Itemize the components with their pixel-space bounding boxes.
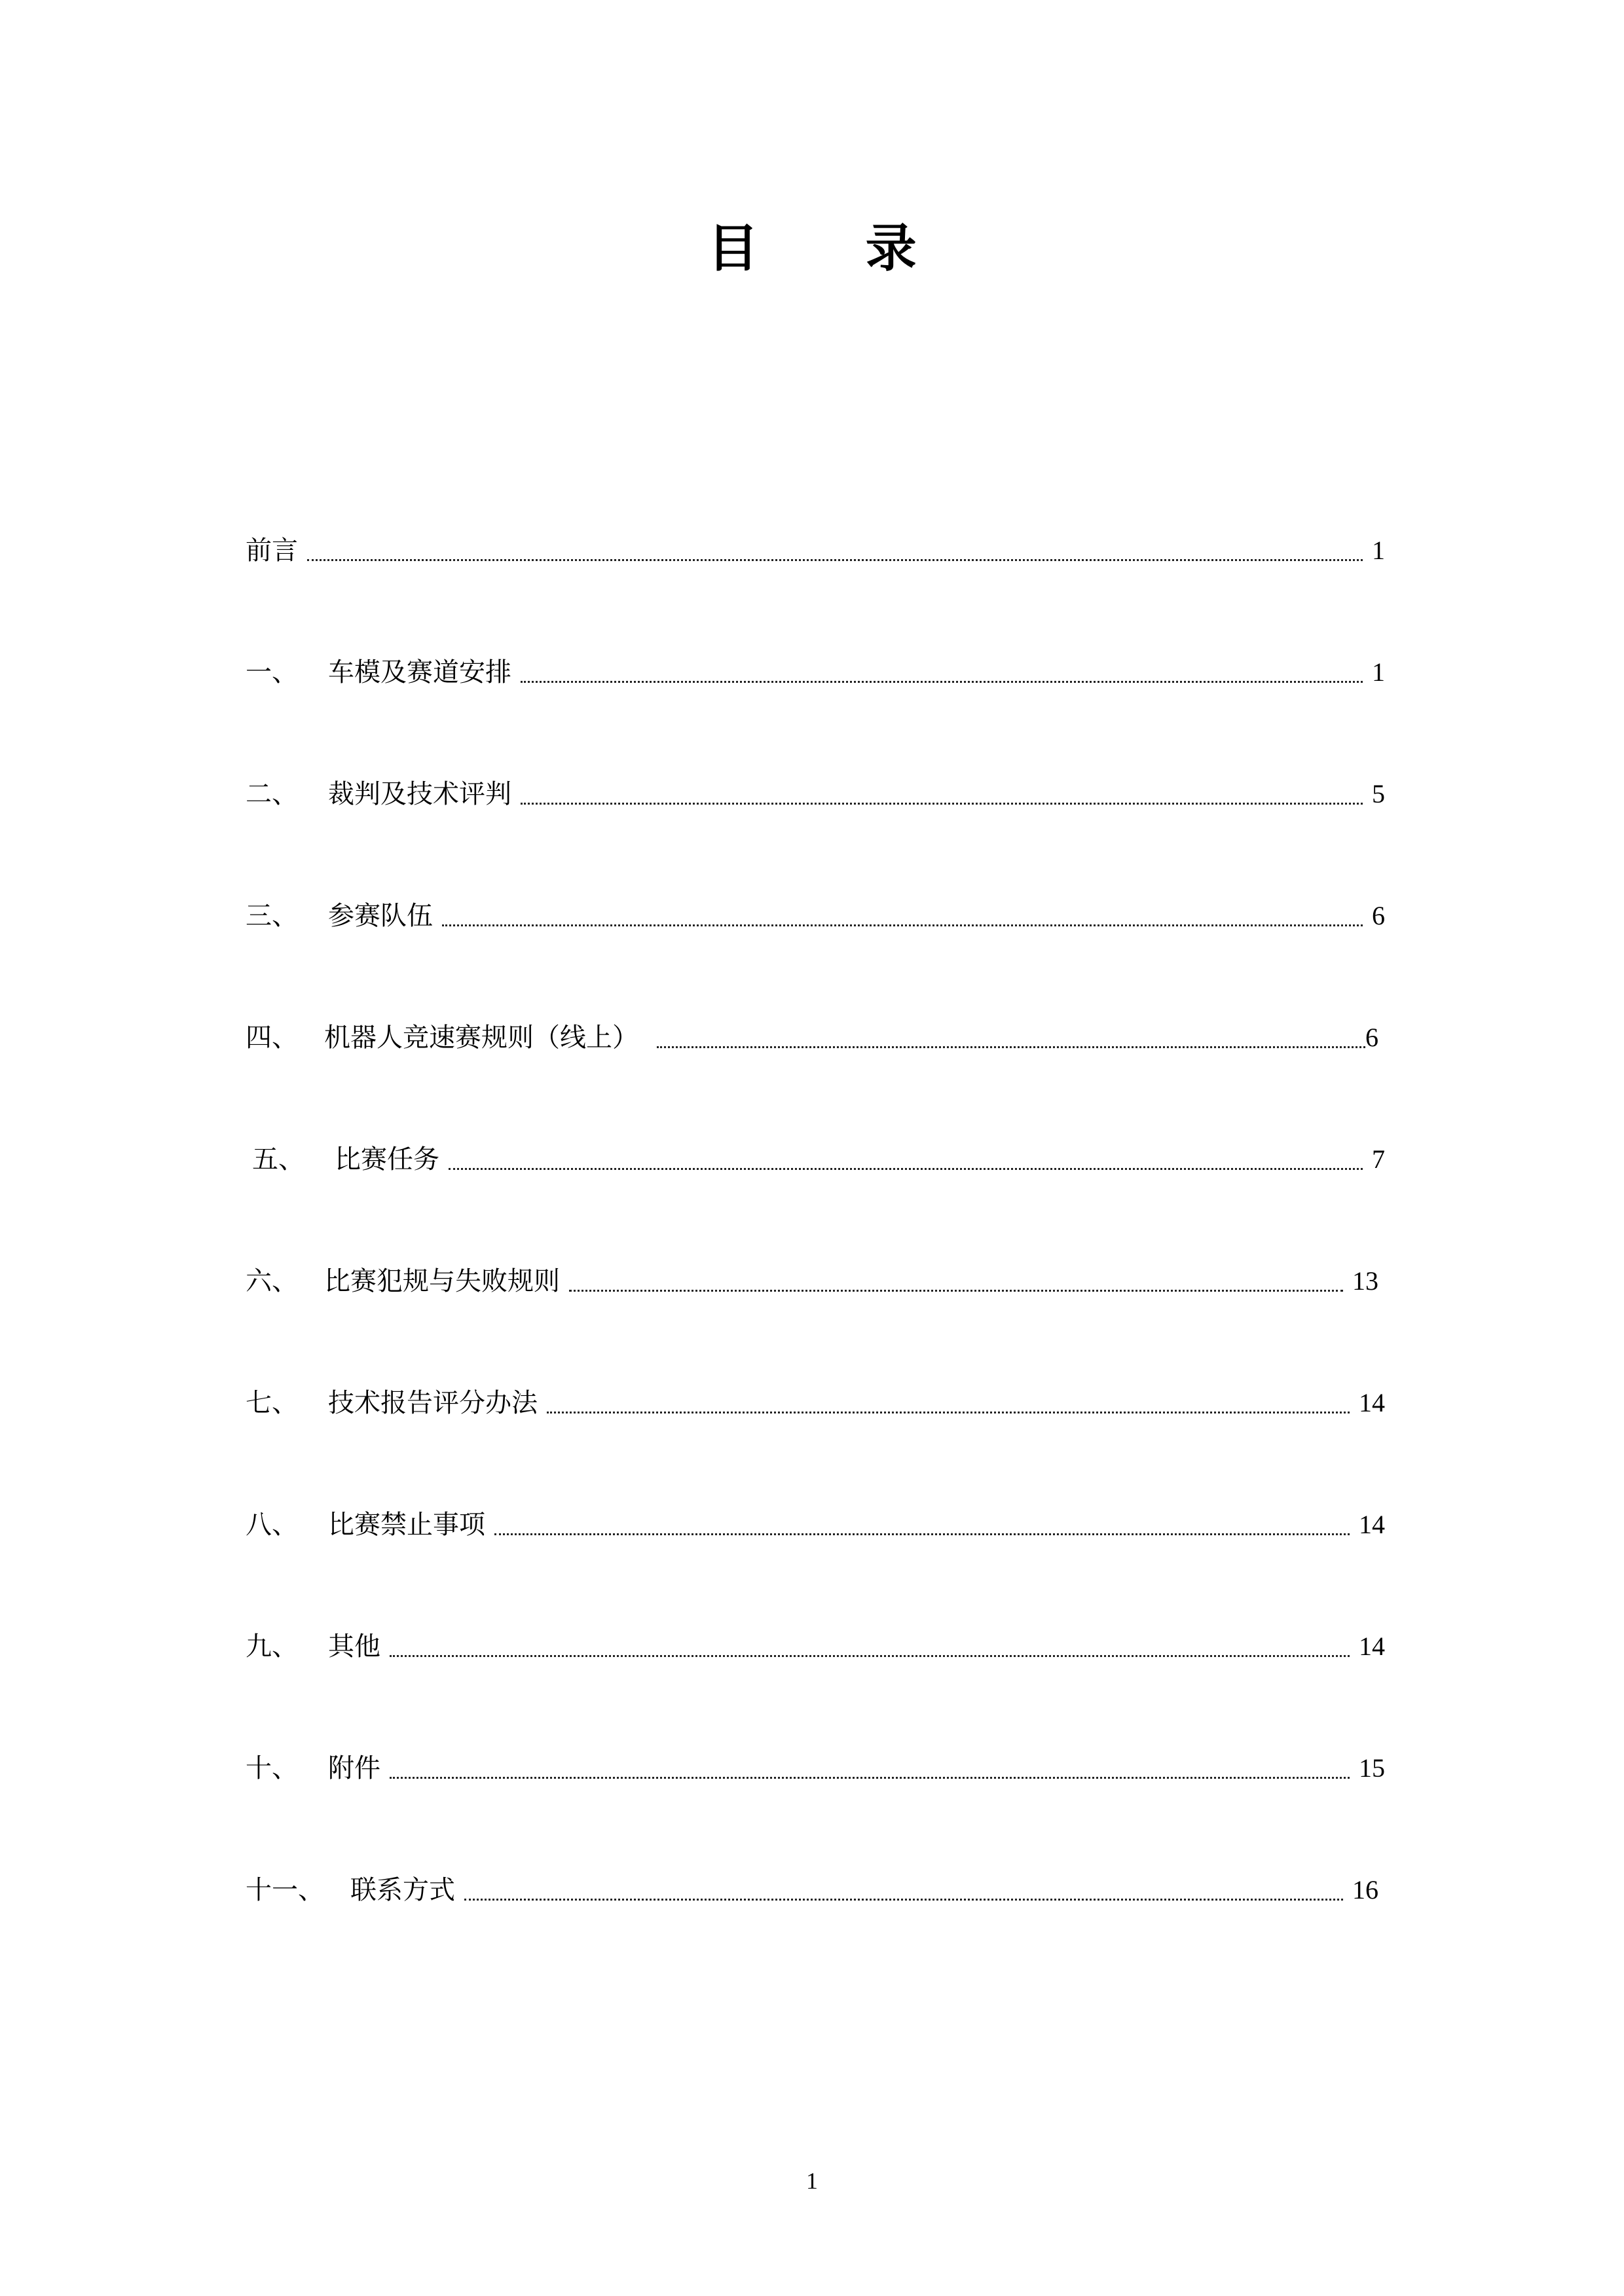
- toc-dot-leader: [521, 803, 1363, 805]
- toc-entry-number: 五、: [252, 1144, 304, 1175]
- toc-entry-8[interactable]: [246, 1421, 1385, 1543]
- toc-entry-11[interactable]: [246, 1787, 1385, 1908]
- toc-dot-leader: [521, 681, 1363, 683]
- toc-entry-7[interactable]: [246, 1300, 1385, 1421]
- toc-entry-label: 机器人竞速赛规则（线上）: [324, 1023, 638, 1053]
- toc-dot-leader: [657, 1046, 1365, 1048]
- toc-entry-page: 14: [1359, 1388, 1385, 1417]
- toc-entry-preface[interactable]: [246, 447, 1385, 569]
- toc-entry-label: 附件: [328, 1753, 380, 1783]
- toc-entry-label: 技术报告评分办法: [328, 1388, 538, 1418]
- toc-entry-page: 6: [1372, 901, 1385, 930]
- toc-dot-leader: [442, 924, 1363, 926]
- toc-dot-leader: [569, 1290, 1343, 1292]
- toc-entry-1[interactable]: [246, 569, 1385, 691]
- toc-entry-label: 联系方式: [350, 1875, 455, 1905]
- toc-entry-3[interactable]: [246, 812, 1385, 934]
- toc-entry-number: 一、: [246, 657, 298, 687]
- toc-entry-page: 15: [1359, 1753, 1385, 1783]
- toc-entry-page: 7: [1372, 1144, 1385, 1174]
- footer-page-number: 1: [806, 2168, 818, 2194]
- toc-entry-label: 比赛禁止事项: [328, 1510, 485, 1540]
- toc-entry-number: 六、: [246, 1266, 298, 1296]
- toc-dot-leader: [494, 1533, 1350, 1535]
- toc-entry-page: 14: [1359, 1631, 1385, 1661]
- toc-dot-leader: [449, 1168, 1363, 1170]
- toc-entry-page: 1: [1372, 657, 1385, 687]
- toc-entry-10[interactable]: [246, 1665, 1385, 1787]
- toc-entry-9[interactable]: [246, 1543, 1385, 1665]
- toc-dot-leader: [464, 1899, 1343, 1901]
- toc-entry-number: 九、: [246, 1631, 298, 1662]
- toc-dot-leader: [307, 559, 1363, 561]
- toc-dot-leader: [547, 1412, 1350, 1413]
- toc-entry-number: 三、: [246, 901, 298, 931]
- toc-dot-leader: [390, 1777, 1350, 1779]
- toc-entry-4[interactable]: [246, 934, 1385, 1056]
- toc-entry-2[interactable]: [246, 691, 1385, 812]
- toc-entry-number: 七、: [246, 1388, 298, 1418]
- toc-entry-page: 5: [1372, 779, 1385, 809]
- toc-entry-page: 16: [1352, 1875, 1378, 1904]
- toc-dot-leader: [390, 1655, 1350, 1657]
- page-title: 目 录: [707, 219, 961, 278]
- toc-entry-label: 参赛队伍: [328, 901, 433, 931]
- toc-entry-label: 裁判及技术评判: [328, 779, 511, 809]
- toc-entry-label: 其他: [328, 1631, 380, 1662]
- toc-entry-5[interactable]: [246, 1056, 1385, 1178]
- toc-entry-number: 四、: [246, 1023, 298, 1053]
- toc-entry-page: 13: [1352, 1266, 1378, 1296]
- toc-entry-page: 6: [1365, 1023, 1378, 1052]
- toc-entry-number: 八、: [246, 1510, 298, 1540]
- toc-entry-page: 1: [1372, 536, 1385, 565]
- toc-entry-number: 十、: [246, 1753, 298, 1783]
- toc-entry-6[interactable]: [246, 1178, 1385, 1300]
- toc-entry-page: 14: [1359, 1510, 1385, 1539]
- toc-entry-number: 二、: [246, 779, 298, 809]
- toc-entry-label: 比赛任务: [335, 1144, 439, 1175]
- toc-entry-label: 前言: [246, 536, 298, 566]
- toc-entry-label: 车模及赛道安排: [328, 657, 511, 687]
- table-of-contents: [246, 447, 1385, 1908]
- toc-entry-number: 十一、: [246, 1875, 324, 1905]
- toc-entry-label: 比赛犯规与失败规则: [324, 1266, 560, 1296]
